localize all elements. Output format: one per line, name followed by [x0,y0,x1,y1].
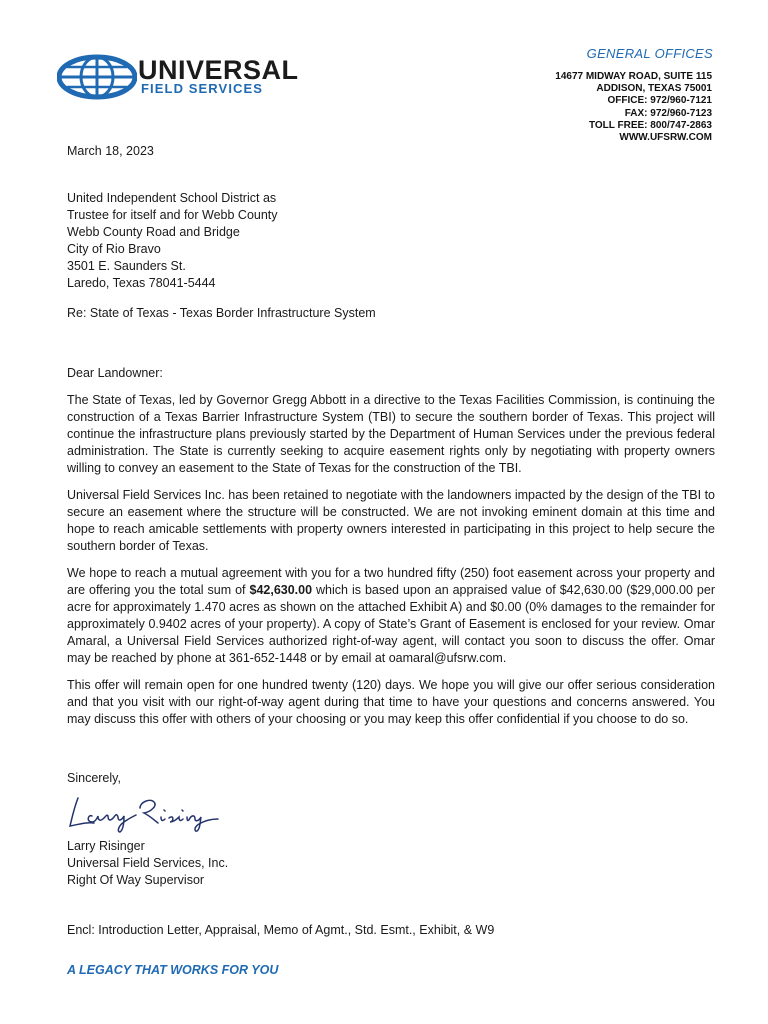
signer-name: Larry Risinger [67,839,145,853]
paragraph-1: The State of Texas, led by Governor Gregg Abbott in a directive to the Texas Facilities Commission, is continuing the construction of a Texas Barrier Infrastructure System (TBI) to secure the southern border of Texas. This project will continue the infrastructure plans previously started by the Department of Human Services under the previous federal administration. The State is currently seeking to acquire easement rights only by negotiating with property owners willing to convey an easement to the State of Texas for the construction of the TBI. [67,393,715,476]
address-street: 14677 MIDWAY ROAD, SUITE 115 [555,71,712,82]
signature-graphic [66,786,221,836]
signer-company: Universal Field Services, Inc. [67,856,229,870]
letter-body [67,392,715,738]
company-subtitle: FIELD SERVICES [141,81,264,96]
paragraph-3-text: We hope to reach a mutual agreement with you for a two hundred fifty (250) foot easement across your property and are offering you the total sum of [67,565,715,597]
tagline: A LEGACY THAT WORKS FOR YOU [67,963,279,977]
general-offices-title: GENERAL OFFICES [586,46,713,61]
recipient-line: Webb County Road and Bridge [67,225,240,239]
address-website: WWW.UFSRW.COM [619,132,712,144]
offer-amount: $42,630.00 [249,582,313,597]
salutation: Dear Landowner: [67,366,163,380]
company-name: UNIVERSAL [138,55,299,85]
signer-block [67,838,228,889]
enclosures: Encl: Introduction Letter, Appraisal, Memo of Agmt., Std. Esmt., Exhibit, & W9 [67,923,495,937]
address-city: ADDISON, TEXAS 75001 [596,83,712,95]
signer-title: Right Of Way Supervisor [67,873,205,887]
signature [66,786,221,841]
paragraph-3 [67,565,715,668]
company-logo [57,54,307,100]
address-fax: FAX: 972/960-7123 [624,107,712,119]
office-address-block [555,71,712,144]
recipient-line: Trustee for itself and for Webb County [67,208,278,222]
paragraph-4: This offer will remain open for one hundred twenty (120) days. We hope you will give our offer serious consideration and that you visit with our right-of-way agent during that time to have your questions and concerns answered. You may discuss this offer with others of your choosing or you may keep this offer confidential if you choose to do so. [67,677,715,727]
globe-icon [57,54,137,100]
recipient-line: City of Rio Bravo [67,242,161,256]
address-office-phone: OFFICE: 972/960-7121 [607,95,712,107]
recipient-line: United Independent School District as [67,191,277,205]
recipient-line: 3501 E. Saunders St. [67,259,186,273]
paragraph-2: Universal Field Services Inc. has been retained to negotiate with the landowners impacted by the design of the TBI to secure an easement where the structure will be constructed. We are not invoking eminent domain at this time and hope to reach amicable settlements with property owners interested in participating in this project to help secure the southern border of Texas. [67,487,715,554]
letter-date: March 18, 2023 [67,144,154,158]
subject-line: Re: State of Texas - Texas Border Infrastructure System [67,306,376,320]
paragraph-3-text: which is based upon an appraised value of $42,630.00 ($29,000.00 per acre for approximately 1.470 acres as shown on the attached Exhibit A) and $0.00 (0% damages to the remainder for approximately 0.9402 acres of your property). A copy of State’s Grant of Easement is enclosed for your review. Omar Amaral, a Universal Field Services authorized right-of-way agent, will contact you soon to discuss the offer. Omar may be reached by phone at 361-652-1448 or by email at oamaral@ufsrw.com. [67,582,715,666]
recipient-address [67,190,278,292]
closing: Sincerely, [67,771,121,785]
recipient-line: Laredo, Texas 78041-5444 [67,276,216,290]
address-toll-free: TOLL FREE: 800/747-2863 [588,119,712,131]
